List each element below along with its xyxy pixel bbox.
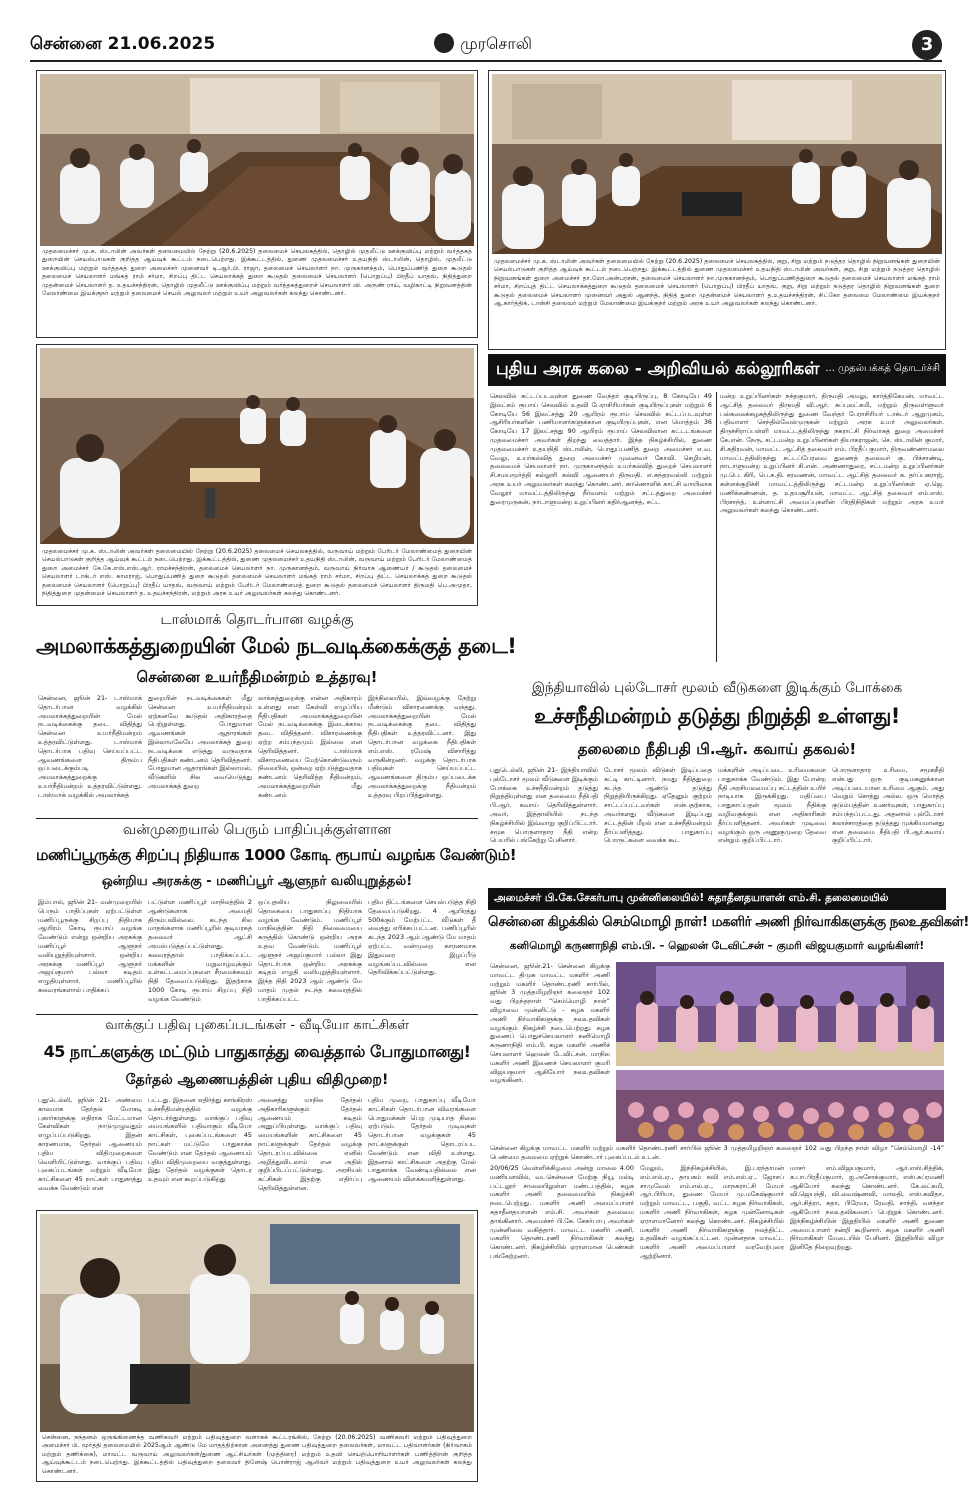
manipur-col-1: இம்பால், ஜூன் 21- வன்முறையில் பெரும் பாதிப்புகள் ஏற்பட்டுள்ள மணிப்பூருக்கு சிறப்பு நிதியாக ஆயிரம் கோடி ரூபாய் வழங்க வேண்டும் என்று ஒன்றிய அரசுக்கு மணிப்பூர் ஆளுநர் வலியுறுத்தியுள்ளார். ஒன்றிய அரசுக்கு மணிப்பூர் ஆளுநர் அஜய்குமார் பல்லா கடிதம் எழுதியுள்ளார். மணிப்பூரில் கலவரங்களால் பாதிக்கப்: [38, 898, 142, 994]
semmozhi-kicker-band: [488, 888, 946, 910]
divider-rule: [36, 1014, 478, 1015]
tasmac-kicker: டாஸ்மாக் தொடர்பான வழக்கு: [160, 612, 354, 628]
page-header: [30, 30, 942, 62]
meeting-photo-revenue: [40, 348, 474, 544]
voting-subhead: தேர்தல் ஆணையத்தின் புதிய விதிமுறை!: [125, 1072, 389, 1088]
bulldozer-headline: உச்சநீதிமன்றம் தடுத்து நிறுத்தி உள்ளது!: [534, 704, 900, 728]
tasmac-col-2: துறையின் நடவடிக்கைகள் மீது சென்னை உயர்நீதிமன்றம் ஏற்கனவே கூடுதல் அதிகாரத்தை பெற்றுள்ளது. போதுமான ஆவணங்கள் ஆதாரங்கள் இல்லாமலேயே அமலாக்கத் துறை நடவடிக்கை எடுத்து வருவதாக நீதிபதிகள் கண்டனம் தெரிவித்தனர். போதுமான ஆதாரங்கள் இல்லாமல், வீடுகளில் சில வையெடுத்து அமலாக்கத் துறை: [148, 694, 252, 790]
semmozhi-intro: சென்னை, ஜூன்.21- சென்னை கிழக்கு மாவட்ட திமுக மாவட்ட மகளிர் அணி மற்றும் மகளிர் தொண்டரணி சார்பில், ஜூன் 3 முத்தமிழறிஞர் கலைஞர் 102 வது பிறந்தநாள் “செம்மொழி நாள்” விழாவை முன்னிட்டு - கழக மகளிர் அணி நிர்வாகிகளுக்கு நலஉதவிகள் வழங்கும் நிகழ்ச்சி நடைபெற்றது. கழக துணைப் பொதுச்செயலாளர் கனிமொழி கருணாநிதி எம்.பி. கழக மகளிர் அணிச் செயலாளர் ஹெலன் டேவிட்சன், மாநில மகளிர் அணி இணைச் செயலாளர் குமரி விஜயகுமார் ஆகியோர் நலஉதவிகள் வழங்கினர்.: [490, 962, 610, 1085]
manipur-kicker: வன்முறையால் பெரும் பாதிப்புக்குள்ளான: [122, 822, 392, 838]
manipur-col-4: புதிய திட்டங்களை செயல்படுத்த நிதி தேவைப்படுகிறது. 4 ஆயிரத்து 500க்கும் மேற்பட்ட வீடுகள் தீ வைத்து எரிக்கப்பட்டன. பணிப்பூரில் கடந்த 2023 ஆம் ஆண்டு மே மாதம் ஏற்பட்ட வன்முறை காரணமாக இதுவரை இழப்பீடு வழங்கப்படவில்லை என தெரிவிக்கப்பட்டுள்ளது.: [368, 898, 476, 977]
divider-rule: [36, 818, 478, 819]
tasmac-col-1: சென்னை, ஜூன் 21- டாஸ்மாக் தொடர்பான வழக்கில் அமலாக்கத்துறையின் மேல் நடவடிக்கைக்கு தடை விதித்து சென்னை உயர்நீதிமன்றம் உத்தரவிட்டுள்ளது. டாஸ்மாக் தொடர்பாக பதிவு செய்யப்பட்ட ஆவணங்களை திரும்ப ஒப்படைக்கும்படி அமலாக்கத்துறைக்கு உயர்நீதிமன்றம் உத்தரவிட்டுள்ளது. டாஸ்மாக் வழக்கில் அமலாக்கத்: [38, 694, 142, 799]
college-continuation-tag: ... முதல்பக்கத் தொடர்ச்சி: [825, 363, 940, 374]
meeting-photo-msme: [492, 74, 942, 254]
bulldozer-col-1: புதுடெல்லி, ஜூன் 21- இந்தியாவில் புல்டோசர் மூலம் வீடுகளை இடிக்கும் போக்கை உச்சநீதிமன்றம் தடுத்து நிறுத்தியுள்ளது என தலைமை நீதிபதி பி.ஆர். கவாய் தெரிவித்துள்ளார். அவர், இத்தாலியில் நடந்த நிகழ்ச்சியில் இவ்வாறு குறிப்பிட்டார். சமூக பொருளாதார நீதி என்ற பெயரில் பங்கேற்று பேசினார்.: [490, 766, 598, 845]
bulldozer-col-3: மக்களின் அடிப்படை உரிமைகளை பாதுகாக்க வேண்டும். இது போன்ற நீதி அரசியலமைப்பு சட்டத்தின் உயிர் நாடியாக இருக்கிறது. மதிப்பை பாதுகாப்பதன் மூலம் நீதிக்கு வழிவகுக்கும் என அதிகாரிகள் தீர்ப்பளித்தனர். அவர்கள் முடிவை வழங்கும் ஒரு அணுகுமுறை தேவை என்றும் குறிப்பிட்டார்.: [718, 766, 826, 845]
voting-col-3: அனைத்து மாநில தேர்தல் அதிகாரிகளுக்கும் தேர்தல் ஆணையம் கடிதம் அனுப்பியுள்ளது. வாக்குப் பதிவு மையங்களின் காட்சிகளை 45 நாட்களுக்குள் தேர்தல் வழக்கு தொடரப்படவில்லை எனில் அழித்துவிடலாம் என அதில் குறிப்பிடப்பட்டுள்ளது. அரசியல் கட்சிகள் இதற்கு எதிர்ப்பு தெரிவித்துள்ளன.: [258, 1096, 362, 1192]
masthead-emblem-icon: [434, 33, 454, 53]
header-date: சென்னை 21.06.2025: [30, 34, 216, 54]
tasmac-headline: அமலாக்கத்துறையின் மேல் நடவடிக்கைக்குத் தடை!: [36, 634, 517, 658]
commercial-tax-meeting-photo: [40, 1214, 474, 1432]
semmozhi-kicker: அமைச்சர் பி.கே.சேகர்பாபு முன்னிலையில்! சுதாதீனதயாளன் எம்.சி. தலைமையில்: [494, 892, 889, 904]
photo4-caption: சென்னை, நந்தனம் ஒருங்கிணைந்த வணிகவரி மற்றும் பதிவுத்துறை வளாகக் கூட்டரங்கில், நேற்று (20.06.2025) வணிகவரி மற்றும் பதிவுத்துறை அமைச்சர் பி. மூர்த்தி தலைமையில் 2025ஆம் ஆண்டு மே மாதத்திற்கான அனைத்து துணை பதிவுத்துறை தலைவர்கள், மாவட்ட பதிவாளர்கள் (நிர்வாகம் மற்றும் தணிக்கை), மாவட்ட வருவாய் அலுவலர்கள்/துணை ஆட்சியர்கள் (முத்திரை) மற்றும் உதவி செயற்பொறியாளர்கள் பணித்திறன் குறித்த ஆய்வுக்கூட்டம் நடைபெற்றது. இக்கூட்டத்தில் பதிவுத்துறை தலைவர் தினேஷ் பொன்ராஜ் ஆலிவர் மற்றும் பதிவுத்துறை உயர் அலுவலர்கள் கலந்து கொண்டனர்.: [42, 1434, 472, 1475]
manipur-col-3: ஒப்புதலிய நிலுவையில் தொகையை பாதுகாப்பு நிதியாக வழங்க வேண்டும். மணிப்பூர் மாநிலத்தின் நிதி நிலைமையை கருத்தில் கொண்டு ஒன்றிய அரசு உதவ வேண்டும். மணிப்பூர் ஆளுநர் அஜய்குமார் பல்லா இது தொடர்பாக ஒன்றிய அரசுக்கு கடிதம் எழுதி வலியுறுத்தியுள்ளார். இந்த நிதி 2023 ஆம் ஆண்டு மே மாதம் முதல் நடந்த கலவரத்தில் பாதிக்கப்பட்ட: [258, 898, 362, 1003]
voting-col-1: புதுடெல்லி, ஜூன் 21- அண்மை காலமாக தேர்தல் மோசடி புகார்களுக்கு எதிராக மேட்டமான கேள்விகள் நாடுமுழுவதும் எழுப்பப்படுகிறது. இதன் காரணமாக, தேர்தல் ஆணையம் புதிய விதிமுறைகளை வெளியிட்டுள்ளது. வாக்குப் பதிவு புகைப்படங்கள் மற்றும் வீடியோ காட்சிகளை 45 நாட்கள் பாதுகாத்து வைக்க வேண்டும் என: [38, 1096, 142, 1192]
manipur-subhead: ஒன்றிய அரசுக்கு - மணிப்பூர் ஆளுநர் வலியுறுத்தல்!: [101, 874, 413, 889]
voting-kicker: வாக்குப் பதிவு புகைப்படங்கள் - வீடியோ காட்சிகள்: [105, 1018, 409, 1033]
tasmac-col-3: லாக்கத்துறைக்கு என்ன அதிகாரம் உள்ளது என கேள்வி எழுப்பிய நீதிபதிகள் அமலாக்கத்துறையின் மேல் நடவடிக்கைக்கு இடைக்கால தடை விதித்தனர். விசாரணைக்கு ஏற்ற சம்பந்தமும் இல்லை என தெரிவித்தனர். டாஸ்மாக் விசாரணையை மேற்கொண்டுவரும் நிலையில், ஒன்றை ஏற்படுத்துவதாக கண்டனம் தெரிவித்த நீதிமன்றம், அமலாக்கத்துறையின் மீது கண்டனம்: [258, 694, 362, 799]
semmozhi-subhead: கனிமொழி கருணாநிதி எம்.பி. – ஹெலன் டேவிட்சன் – குமரி விஜயகுமார் வழங்கினர்!: [509, 940, 925, 952]
college-headline: புதிய அரசு கலை - அறிவியல் கல்லூரிகள்: [496, 359, 820, 379]
column-divider: [716, 392, 717, 662]
page-number: 3: [912, 30, 942, 60]
semmozhi-stage-photo: [616, 962, 944, 1066]
photo2-caption: முதலமைச்சர் மு.க. ஸ்டாலின் அவர்கள் தலைமையில் நேற்று (20.6.2025) தலைமைச் செயலகத்தில், குறு, சிறு மற்றும் நடுத்தர தொழில் நிறுவனங்கள் துறையின் செயல்பாடுகள் குறித்த ஆய்வுக் கூட்டம் நடைபெற்றது. இக்கூட்டத்தில் துணை முதலமைச்சர் உதயநிதி ஸ்டாலின் அவர்கள், குறு, சிறு மற்றும் நடுத்தர தொழில் நிறுவனங்கள் துறை அமைச்சர் தா.மோ.அன்பரசன், தலைமைச் செயலாளர் நா.முருகானந்தம், பொதுப்பணித்துறை கூடுதல் தலைமைச் செயலாளர் மங்கத் ராம் சர்மா, சிறப்புத் திட்ட செயலாக்கத்துறை கூடுதல் தலைமைச் செயலாளர் (பொறுப்பு) பிரதீப் யாதவ், குறு, சிறு மற்றும் நடுத்தர தொழில் நிறுவனங்கள் துறை கூடுதல் தலைமைச் செயலாளர் முனைவர் அதுல் ஆனந்த், நிதித் துறை முதன்மைச் செயலாளர் த.உதயச்சந்திரன், சிட்கோ தலைமை மேலாண்மை இயக்குநர் ஆ.கார்த்திக், டான்சி தலைவர் மற்றும் மேலாண்மை இயக்குநர் மற்றும் அரசு உயர் அலுவலர்கள் கலந்து கொண்டனர்.: [494, 258, 940, 308]
voting-col-4: புதிய முறை, பாதுகாப்பு வீடியோ காட்சிகள் தொடர்பான விவரங்களை பொதுமக்கள் பெற முடியாத நிலை ஏற்படும். தேர்தல் முடிவுகள் தொடர்பான வழக்குகள் 45 நாட்களுக்குள் தொடரப்பட வேண்டும் என விதி உள்ளது. இதனால் காட்சிகளை அதற்கு மேல் பாதுகாக்க வேண்டியதில்லை என ஆணையம் விளக்கமளித்துள்ளது.: [368, 1096, 476, 1184]
bulldozer-subhead: தலைமை நீதிபதி பி.ஆர். கவாய் தகவல்!: [577, 740, 857, 758]
tasmac-subhead: சென்னை உயர்நீதிமன்றம் உத்தரவு!: [136, 668, 378, 686]
tasmac-col-4: இந்நிலையில், இவ்வழக்கு நேற்று மீண்டும் விசாரணைக்கு வந்தது. அமலாக்கத்துறையின் மேல் நடவடிக்கைக்கு தடை விதித்து நீதிபதிகள் உத்தரவிட்டனர். இது தொடர்பான வழக்கை நீதிபதிகள் எம்.எஸ். ரமேஷ் விசாரித்து வருகின்றனர். வழக்கு தொடர்பாக பதிவுகள் செய்யப்பட்ட ஆவணங்களை திரும்ப ஒப்படைக்க அமலாக்கத்துறைக்கு நீதிமன்றம் உத்தரவு பிறப்பித்துள்ளது.: [368, 694, 476, 799]
college-col-1: செலவில் கட்டப்படவுள்ள துணை வேந்தர் குடியிருப்பு, 8 கோடியே 49 இலட்சம் ரூபாய் செலவில் உதவி பேராசிரியர்கள் குடியிருப்புகள் மற்றும் 6 கோடியே 56 இலட்சத்து 20 ஆயிரம் ரூபாய் செலவில் கட்டப்படவுள்ள ஆசிரியர்களின் பணியாளர்களுக்கான குடியிருப்புகள், என மொத்தம் 36 கோடியே 17 இலட்சத்து 90 ஆயிரம் ரூபாய் செலவிலான கட்டடங்களை முதலமைச்சர் அவர்கள் திறந்து வைத்தார். இந்த நிகழ்ச்சியில், துணை முதலமைச்சர் உதயநிதி ஸ்டாலின், பொதுப்பணித் துறை அமைச்சர் எ.வ. வேலு, உயர்கல்வித் துறை அமைச்சர் முனைவர் கோவி. செழியன், தலைமைச் செயலாளர் நா. முருகானந்தம் உயர்கல்வித் துறைச் செயலாளர் சி.சமயமூர்த்தி கல்லூரி கல்வி ஆணையர் திருமதி. எ.சுந்தரவல்லி மற்றும் அரசு உயர் அலுவலர்கள் கலந்து கொண்டனர். காணொளிக் காட்சி வாயிலாக வேலூர் மாவட்டத்திலிருந்து நீர்வளம் மற்றும் சட்டத்துறை அமைச்சர் துரைமுருகன், நாடாளுமன்ற உறுப்பினர் கதிர்ஆனந்த், சட்ட: [490, 392, 712, 506]
meeting-photo-industries: [40, 74, 474, 246]
voting-headline: 45 நாட்களுக்கு மட்டும் பாதுகாத்து வைத்தால் போதுமானது!: [43, 1042, 471, 1061]
semmozhi-col-1: 20/06/25 வெள்ளிக்கிழமை அன்று மாலை 4.00 மணியளவில், வடசென்னை மேற்கு நியூ மல்டி பட்டலூர் சாலையிலுள்ள மண்டபத்தில், கழக மகளிர் அணி தலைமையில் நிகழ்ச்சி நடைபெற்றது. மகளிர் அணி அமைப்பாளர் சுதாதீனதயாளன் எம்.சி. அவர்கள் தலைமை தாங்கினார். அமைச்சர் பி.கே. சேகர்பாபு அவர்கள் முன்னிலை வகித்தார். மாவட்ட மகளிர் அணி, மகளிர் தொண்டரணி நிர்வாகிகள் கலந்து கொண்டனர். நிகழ்ச்சியில் ஏராளமான பெண்கள் பங்கேற்றனர்.: [490, 1164, 634, 1260]
semmozhi-photo-caption: சென்னை கிழக்கு மாவட்ட மகளிர் மற்றும் மகளிர் தொண்டரணி சார்பில் ஜூன் 3 முத்தமிழறிஞர் கலைஞர் 102 வது பிறந்த நாள் விழா “செம்மொழி -14” பெண்மை தலைமை ஏற்றுக் கொண்டார் புகைப்படம் உடன்.: [490, 1144, 944, 1161]
semmozhi-audience-photo: [616, 1070, 944, 1142]
manipur-col-2: பட்டுள்ள மணிப்பூர் மாநிலத்தில் 2 ஆண்டுகளாக அமைதி திரும்பவில்லை. கடந்த சில மாதங்களாக மணிப்பூரில் குடியரசுத் தலைவர் ஆட்சி அமல்படுத்தப்பட்டுள்ளது. கலவரத்தால் பாதிக்கப்பட்ட மக்களின் மறுவாழ்வுக்கும் உள்கட்டமைப்புகளை சீரமைக்கவும் நிதி தேவைப்படுகிறது. இதற்காக 1000 கோடி ரூபாய் சிறப்பு நிதி வழங்க வேண்டும்: [148, 898, 252, 1003]
bulldozer-kicker: இந்தியாவில் புல்டோசர் மூலம் வீடுகளை இடிக்கும் போக்கை: [531, 680, 903, 696]
bulldozer-col-4: பொருளாதார உரிமை, சமூகநீதி என்பது ஒரு குடிமகனுக்கான அடிப்படையான உரிமை ஆகும். அது வெறும் சொத்து அல்ல. ஒரு மொத்த குடும்பத்தின் உணர்வுகள், பாதுகாப்பு சம்பந்தப்பட்டது. அதனால் புல்டோசர் கலாச்சாரத்தை தடுத்தது முக்கியமானது என தலைமை நீதிபதி பி.ஆர்.கவாய் குறிப்பிட்டார்.: [832, 766, 944, 845]
voting-col-2: பட்டது. இதனை எதிர்த்து காங்கிரஸ் உச்சநீதிமன்றத்தில் வழக்கு தொடர்ந்துள்ளது. வாக்குப் பதிவு மையங்களில் பதிவாகும் வீடியோ காட்சிகள், புகைப்படங்களை 45 நாட்கள் மட்டுமே பாதுகாக்க வேண்டும் என தேர்தல் ஆணையம் புதிய விதிமுறையை வகுத்துள்ளது. இது தேர்தல் வழக்குகள் தொடர உதவும் என கூறப்படுகிறது: [148, 1096, 252, 1184]
photo3-caption: முதலமைச்சர் மு.க. ஸ்டாலின் அவர்கள் தலைமையில் நேற்று (20.6.2025) தலைமைச் செயலகத்தில், வருவாய் மற்றும் பேரிடர் மேலாண்மைத் துறையின் செயல்பாடுகள் குறித்த ஆய்வுக் கூட்டம் நடைபெற்றது. இக்கூட்டத்தில், துணை முதலமைச்சர் உதயநிதி ஸ்டாலின், வருவாய் மற்றும் பேரிடர் மேலாண்மைத் துறை அமைச்சர் கே.கே.எஸ்.எஸ்.ஆர். ராமச்சந்திரன், தலைமைச் செயலாளர் நா. முருகானந்தம், வருவாய் நிர்வாக ஆணையர் / கூடுதல் தலைமைச் செயலாளர் டாக்டர் எஸ். காமராஜ், பொதுப்பணித் துறை கூடுதல் தலைமைச் செயலாளர் மங்கத் ராம் சர்மா, சிறப்பு திட்ட செயலாக்கத் துறை கூடுதல் தலைமைச் செயலாளர் (பொறுப்பு) பிரதீப் யாதவ், வருவாய் மற்றும் பேரிடர் மேலாண்மைத் துறை கூடுதல் தலைமைச் செயலாளர் திருமதி பெ.அமுதா, நிதித்துறை முதன்மைச் செயலாளர் த. உதயச்சந்திரன், மற்றும் அரசு உயர் அலுவலர்கள் கலந்து கொண்டனர்.: [42, 548, 472, 598]
photo1-caption: முதலமைச்சர் மு.க. ஸ்டாலின் அவர்கள் தலைமையில் நேற்று (20.6.2025) தலைமைச் செயலகத்தில், தொழில் முதலீட்டு ஊக்குவிப்பு மற்றும் வர்த்தகத் துறையின் செயல்பாடுகள் குறித்த ஆய்வுக் கூட்டம் நடைபெற்றது. இக்கூட்டத்தில், துணை முதலமைச்சர் உதயநிதி ஸ்டாலின், தொழில், முதலீட்டு ஊக்குவிப்பு மற்றும் வர்த்தகத் துறை அமைச்சர் முனைவர் டி.ஆர்.பி. ராஜா, தலைமைச் செயலாளர் நா. முருகானந்தம், பொதுப்பணித் துறை கூடுதல் தலைமைச் செயலாளர் மங்கத் ராம் சர்மா, சிறப்பு திட்ட செயலாக்கத் துறை கூடுதல் தலைமைச் செயலாளர் (பொறுப்பு) பிரதீப் யாதவ், நிதித்துறை முதன்மைச் செயலாளர் த. உதயச்சந்திரன், தொழில் முதலீட்டு ஊக்குவிப்பு மற்றும் வர்த்தகத்துறைச் செயலாளர் வி. அருண் ராய், வழிகாட்டி நிறுவனத்தின் மேலாண்மை இயக்குநர் மற்றும் தலைமைச் செயல் அலுவலர் மற்றும் உயர் அலுவலர்கள் கலந்து கொண்டனர்.: [42, 248, 472, 298]
semmozhi-headline: சென்னை கிழக்கில் செம்மொழி நாள்! மகளிர் அணி நிர்வாகிகளுக்கு நலஉதவிகள்!: [488, 914, 969, 930]
semmozhi-col-3: மாசர் எம்.விஜயகுமார், ஆர்.எஸ்.சித்திக், க.பா.பிரதீப்குமார், ஐ.அசோக்குமார், எஸ்.சுப்ரமணி ஆகியோர் கலந்து கொண்டனர். கே.லட்சுமி, வி.ஜெயந்தி, வி.வைஷ்ணவி, மாலதி, எஸ்.கவிதா, ஆர்.சித்ரா, சுதா, பிரேமா, ரேவதி, சாந்தி, வசந்தா ஆகியோர் நலஉதவிகளைப் பெற்றுக் கொண்டனர். இந்நிகழ்ச்சியின் இறுதியில் மகளிர் அணி துணை அமைப்பாளர் நன்றி கூறினார். கழக மகளிர் அணி நிர்வாகிகள் மேடையில் பேசினர். இறுதியில் விழா இனிதே நிறைவுற்றது.: [790, 1164, 944, 1252]
college-col-2: மன்ற உறுப்பினர்கள் நந்தகுமார், திருமதி அமலு, கார்த்திகேயன், மாவட்ட ஆட்சித் தலைவர் திருமதி வி.ஆர். சுப்புலட்சுமி, மற்றும் திருவள்ளுவர் பல்கலைக்கழகத்திலிருந்து துணை வேந்தர் பேராசிரியர் டாக்டர் ஆறுமுகம், பதிவாளர் செந்தில்வேல்முருகன் மற்றும் அரசு உயர் அலுவலர்கள். திருச்சிராப்பள்ளி மாவட்டத்திலிருந்து நகராட்சி நிர்வாகத் துறை அமைச்சர் கே.என். நேரு, சட்டமன்ற உறுப்பினர்கள் தியாகராஜன், செ. ஸ்டாலின் குமார், சி.கதிரவன், மாவட்ட ஆட்சித் தலைவர் எம். பிரதீப் குமார், திருவண்ணாமலை மாவட்டத்திலிருந்து சட்டப்பேரவை துணைத் தலைவர் கு. பிச்சாண்டி, நாடாளுமன்ற உறுப்பினர் சி.என். அண்ணாதுரை, சட்டமன்ற உறுப்பினர்கள் மு.பெ. கிரி, பெ.சு.தி. சரவணன், மாவட்ட ஆட்சித் தலைவர் க. தர்ப்பகராஜ், கள்ளக்குறிச்சி மாவட்டத்திலிருந்து சட்டமன்ற உறுப்பினர்கள் ஏ.ஜெ. மணிக்கண்ணன், த. உதயசூரியன், மாவட்ட ஆட்சித் தலைவர் எம்.எஸ். பிரசாந்த், உள்ளாட்சி அமைப்புகளின் பிரதிநிதிகள் மற்றும் அரசு உயர் அலுவலர்கள் கலந்து கொண்டனர்.: [720, 392, 944, 515]
college-headline-band: [488, 354, 946, 386]
bulldozer-col-2: டோசர் மூலம் விடுகள் இடிப்பதை கட்டி காட்டினார். நமது நீதித்துறை கடந்த ஆண்டு தடுத்து நிறுத்தியிருக்கிறது. ஏதேனும் குற்றம் சாட்டப்பட்டவர்கள் என்பதற்காக, அவர்களது வீடுகளை இடிப்பது சட்டத்தின் மீறல் என உச்சநீதிமன்றம் தீர்ப்பளித்தது. பாதுகாப்பு பொருட்களை வைக்க கூட: [604, 766, 712, 845]
semmozhi-col-2: மேலும், இந்நிகழ்ச்சியில், இ.பரந்தாமன் எம்.எல்.ஏ., தாயகம் கவி எம்.எல்.ஏ., ஜோசப் சாமுவேல் எம்.எல்.ஏ., மாநகராட்சி மேயர் ஆர்.பிரியா, துணை மேயர் மு.மகேஷ்குமார் மற்றும் மாவட்ட, பகுதி, வட்ட கழக நிர்வாகிகள், மகளிர் அணி நிர்வாகிகள், கழக முன்னோடிகள் ஏராளமானோர் கலந்து கொண்டனர். நிகழ்ச்சியில் மகளிர் அணி நிர்வாகிகளுக்கு நலத்திட்ட உதவிகள் வழங்கப்பட்டன. முன்னதாக மாவட்ட மகளிர் அணி அமைப்பாளர் வரவேற்புரை ஆற்றினார்.: [640, 1164, 784, 1260]
masthead-title: முரசொலி: [460, 34, 532, 53]
manipur-headline: மணிப்பூருக்கு சிறப்பு நிதியாக 1000 கோடி ரூபாய் வழங்க வேண்டும்!: [36, 846, 517, 864]
